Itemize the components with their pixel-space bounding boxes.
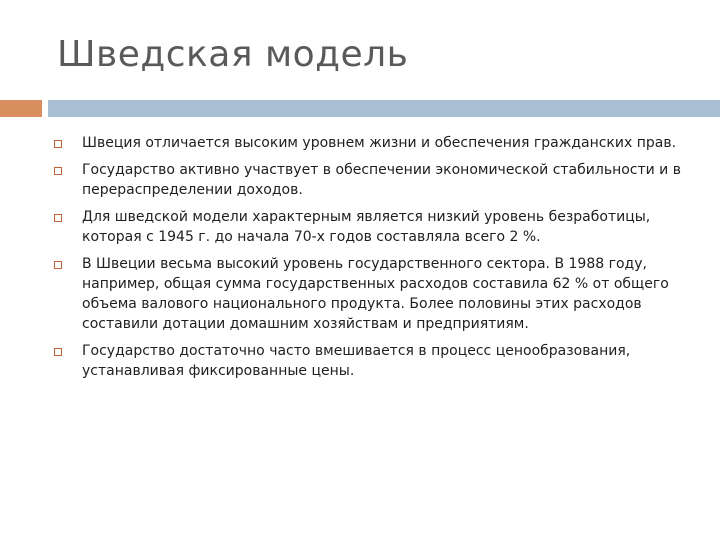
accent-bar-right <box>48 100 720 117</box>
bullet-item <box>52 160 702 200</box>
bullet-item <box>52 254 702 334</box>
square-bullet-icon <box>54 167 62 175</box>
square-bullet-icon <box>54 140 62 148</box>
square-bullet-icon <box>54 348 62 356</box>
bullet-text: Швеция отличается высоким уровнем жизни и обеспечения гражданских прав. <box>82 135 677 151</box>
slide-title: Шведская модель <box>57 34 409 75</box>
bullet-text: Государство достаточно часто вмешивается в процесс ценообразования, устанавливая фиксированные цены. <box>82 343 631 379</box>
bullet-text: Государство активно участвует в обеспечении экономической стабильности и в перераспределении доходов. <box>82 162 681 198</box>
bullet-text: Для шведской модели характерным является низкий уровень безработицы, которая с 1945 г. до начала 70-х годов составляла всего 2 %. <box>82 209 651 245</box>
square-bullet-icon <box>54 214 62 222</box>
accent-bar-left <box>0 100 42 117</box>
bullet-item <box>52 341 702 381</box>
square-bullet-icon <box>54 261 62 269</box>
bullet-text: В Швеции весьма высокий уровень государственного сектора. В 1988 году, например, общая сумма государственных расходов составила 62 % от общего объема валового национального продукта. Более половины этих расходов составили дотации домашним хозяйствам и предприятиям. <box>82 256 669 332</box>
bullet-list <box>52 133 702 388</box>
bullet-item <box>52 207 702 247</box>
bullet-item <box>52 133 702 153</box>
